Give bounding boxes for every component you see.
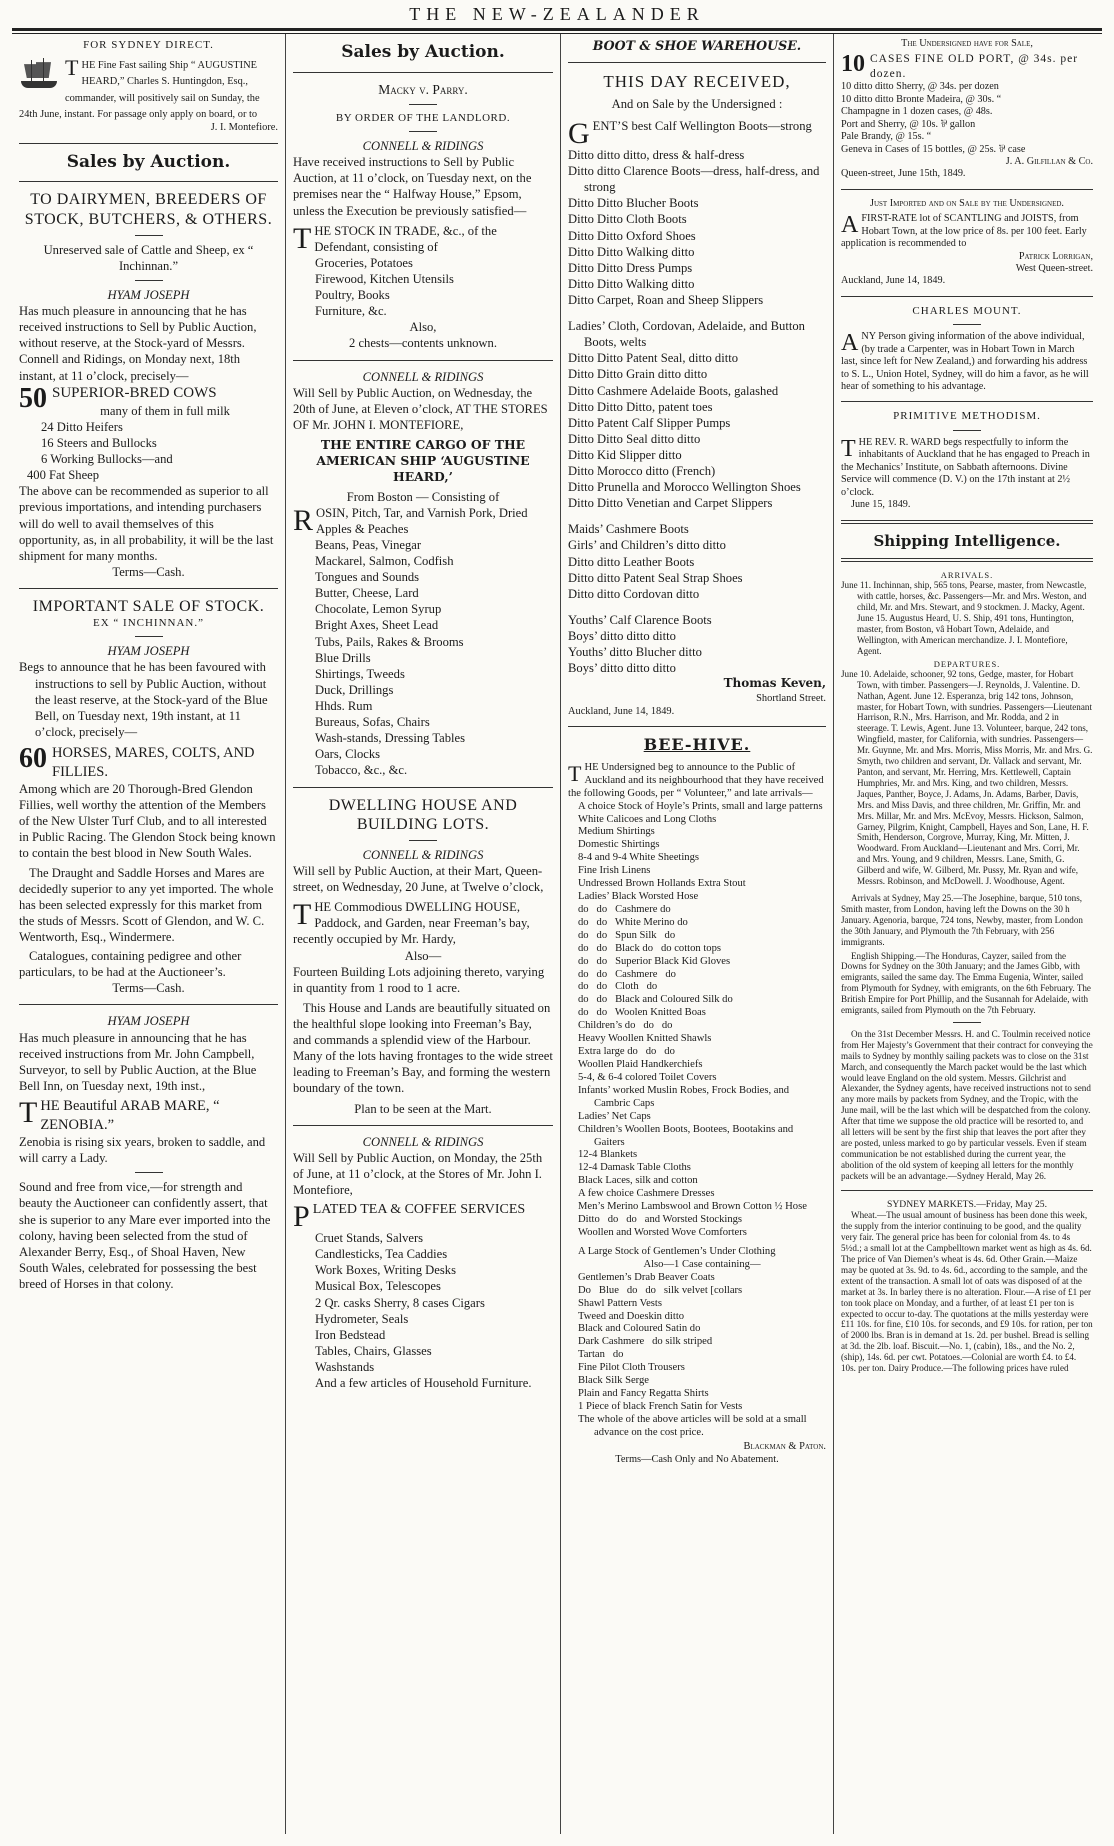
sales-by-auction-header: Sales by Auction. [341,42,505,62]
english-shipping: English Shipping.—The Honduras, Cayzer, sailed from the Downs for Sydney on the 30th January; and the James Gibb, with emigrants, sailed the same day. The Emma Eugenia, Winter, sailed from Plymouth for Sydney, with emigrants, on the 6th February. The British Empire for Port Phillip, and the Susannah for Adelaide, with emigrants, sailed from Plymouth on the 7th February. [841,950,1091,1016]
case-heading: Macky v. Parry. [378,81,468,97]
toulmin-notice: On the 31st December Messrs. H. and C. Toulmin received notice from Her Majesty’s Government that their contract for conveying the mails to Sydney by monthly sailing packets was to close on the 31st March, and consequently the March packet would be the last which would leave England on the old system. Messrs. Gilchrist and Alexander, the Sydney agents, have received instructions not to send any more mails by packets from Sydney, and the Tropic, with the June mail, will be the last which will be despatched from the colony. After that time we suppose the old practice will be resorted to, and all letters will be sent by the first ship that leaves the port after they are posted, unless marked to go by particular vessels. Even if steam communication be not established during the current year, the abolition of the old system of keeping all letters for the monthly packets will be an advantage.—Sydney Herald, May 26. [841,1028,1093,1181]
terms-cash: Terms—Cash. [112,981,185,996]
charles-mount-body: A NY Person giving information of the above individual, (by trade a Carpenter, was in Hobart Town in March last, since left for New Zealand,) and forwarding his address to S. L., Union Hotel, Sydney, will do him a favor, as he will hear of something to his advantage. [841,330,1089,393]
methodism-body: T HE REV. R. WARD begs respectfully to inform the inhabitants of Auckland that he has engaged to Preach in the Mechanics’ Institute, on Sabbath afternoons. Divine Service will commence (D. V.) on the 17th instant at 2½ o’clock. [841,435,1090,498]
mare-body-2: Zenobia is rising six years, broken to saddle, and will carry a Lady. [19,1135,266,1166]
auctioneer-name: HYAM JOSEPH [107,644,190,659]
dairymen-sub: Unreserved sale of Cattle and Sheep, ex “ Inchinnan.” [43,242,254,273]
cargo-body: Will Sell by Public Auction, on Wednesday, the 20th of June, at Eleven o’clock, AT THE STORES OF Mr. JOHN I. MONTEFIORE, [293,385,548,432]
bee-hive-items-2: A Large Stock of Gentlemen’s Under Clothing Also—1 Case containing— Gentlemen’s Drab Beaver Coats Do Blue do do silk velvet [collars Shawl Pattern Vests Tweed and Doeskin ditto Black and Coloured Satin do Dark Cashmere do silk striped Tartan do Fine Pilot Cloth Trousers Black Silk Serge Plain and Fancy Regatta Shirts 1 Piece of black French Satin for Vests The whole of the above articles will be sold at a small advance on the cost price. [578,1245,807,1438]
house-lot: T HE Commodious DWELLING HOUSE, Paddock, and Garden, near Freeman’s bay, recently occupied by Mr. Hardy, [293,898,530,947]
dairymen-closing: The above can be recommended as superior to all previous importations, and intending purchasers will do well to avail themselves of this opportunity, as, in all probability, it will be the last shipment for many months. [19,484,274,563]
sydney-notice [19,56,278,135]
case-sub: BY ORDER OF THE LANDLORD. [335,112,511,125]
wine-first: 10 CASES FINE OLD PORT, @ 34s. per dozen. [841,51,1079,80]
column-1 [12,34,286,1834]
bee-hive-items: A choice Stock of Hoyle’s Prints, small and large patterns White Calicoes and Long Cloths Medium Shirtings Domestic Shirtings 8-4 and 9-4 White Sheetings Fine Irish Linens Undressed Brown Hollands Extra Stout Ladies’ Black Worsted Hose do do Cashmere do do do White Merino do do do Spun Silk do do do Black do do cotton tops do do Superior Black Kid Gloves do do Cashmere do do do Cloth do do do Black and Coloured Silk do do do Woolen Knitted Boas Children’s do do do Heavy Woollen Knitted Shawls Extra large do do do Woollen Plaid Handkerchiefs 5-4, & 6-4 colored Toilet Covers Infants’ worked Muslin Robes, Frock Bodies, and Cambric Caps Ladies’ Net Caps Children’s Woollen Boots, Bootees, Bootakins and Gaiters 12-4 Blankets 12-4 Damask Table Cloths Black Laces, silk and cotton A few choice Cashmere Dresses Men’s Merino Lambswool and Brown Cotton ½ Hose Ditto do do and Worsted Stockings Woollen and Worsted Wove Comforters [578,800,823,1238]
arrivals-heading: ARRIVALS. [940,569,994,580]
auctioneer-name: HYAM JOSEPH [107,1014,190,1029]
cows-line: 50 SUPERIOR-BRED COWS many of them in full milk [19,382,230,418]
masthead-rule [12,28,1102,31]
sydney-arrivals: Arrivals at Sydney, May 25.—The Josephine, barque, 510 tons, Smith master, from London, having left the Downs on the 30 h January. Agenoria, barque, 724 tons, Newby, master, from London the 30th January, and Plymouth the 7th February, with 256 immigrants. [841,892,1083,947]
scantling-date: Auckland, June 14, 1849. [841,275,946,287]
firm-name: CONNELL & RIDINGS [362,369,484,384]
column-4 [834,34,1100,1834]
scantling-heading: Just Imported and on Sale by the Undersigned. [870,197,1064,209]
wine-date: Queen-street, June 15th, 1849. [841,168,966,180]
gents-items: Ditto ditto ditto, dress & half-dress Ditto ditto Clarence Boots—dress, half-dress, and strong Ditto Ditto Blucher Boots Ditto Ditto Cloth Boots Ditto Ditto Oxford Shoes Ditto Ditto Walking ditto Ditto Ditto Dress Pumps Ditto Ditto Walking ditto Ditto Carpet, Roan and Sheep Slippers [568,147,820,307]
arrivals-text: June 11. Inchinnan, ship, 565 tons, Pearse, master, from Newcastle, with cattle, horses, &c. Passengers—Mr. and Mrs. Weston, and child, Mr. and Mrs. Stewart, and 9 stockmen. J. Macky, Agent. June 15. Augustus Heard, U. S. Ship, 491 tons, Huntington, master, from Boston, vâ Hobart Town, Adelaide, and Wellington, with American merchandize. J. I. Montefiore, Agent. [841,580,1087,656]
bee-hive-heading: BEE-HIVE. [643,735,751,755]
received-heading: THIS DAY RECEIVED, [603,72,791,92]
ladies-items: Ladies’ Cloth, Cordovan, Adelaide, and Button Boots, welts Ditto Ditto Patent Seal, ditto ditto Ditto Ditto Grain ditto ditto Ditto Cashmere Adelaide Boots, galashed Ditto Ditto Ditto, patent toes Ditto Patent Calf Slipper Pumps Ditto Ditto Seal ditto ditto Ditto Kid Slipper ditto Ditto Morocco ditto (French) Ditto Prunella and Morocco Wellington Shoes Ditto Ditto Venetian and Carpet Slippers [568,319,805,511]
plated-body: Will Sell by Public Auction, on Monday, the 25th of June, at 11 o’clock, at the Stores of Mr. John I. Montefiore, [293,1150,543,1197]
wine-signature: J. A. Gilfillan & Co. [1005,155,1093,167]
house-desc: This House and Lands are beautifully situated on the healthful slope looking into Freeman’s Bay, and commands a splendid view of the Harbour. Many of the lots having frontages to the wide street leading to Freeman’s Bay, and forming the western boundary of the town. [293,1000,553,1096]
plated-items: Cruet Stands, Salvers Candlesticks, Tea Caddies Work Boxes, Writing Desks Musical Box, Telescopes 2 Qr. casks Sherry, 8 cases Cigars Hydrometer, Seals Iron Bedstead Tables, Chairs, Glasses Washstands And a few articles of Household Furniture. [315,1231,532,1391]
mare-body-3: Sound and free from vice,—for strength and beauty the Auctioneer can confidently assert, that she is superior to any Mare ever imported into the colony, having been selected from the stud of Alexander Berry, Esq., of Shoal Haven, New South Wales, celebrated for possessing the best breed of Horses in that colony. [19,1180,271,1291]
bee-hive-intro: T HE Undersigned beg to announce to the Public of Auckland and its neighbourhood that they have received the following Goods, per “ Volunteer,” and late arrivals— [568,760,824,799]
divider [19,181,278,182]
mare-body: Has much pleasure in announcing that he has received instructions from Mr. John Campbell, Surveyor, to sell by Public Auction, at the Blue Bell Inn, on Tuesday next, 19th inst., [19,1030,257,1093]
firm-name: CONNELL & RIDINGS [362,139,484,154]
house-plan: Plan to be seen at the Mart. [354,1101,492,1116]
sydney-markets-heading: SYDNEY MARKETS.—Friday, May 25. [887,1198,1047,1210]
trade-items: Groceries, Potatoes Firewood, Kitchen Utensils Poultry, Books Furniture, &c. [315,255,454,319]
boot-date: Auckland, June 14, 1849. [568,706,675,718]
case-body: Have received instructions to Sell by Public Auction, at 11 o’clock, on Tuesday next, on the premises near the “ Halfway House,” Epsom, unless the Execution be previously satisfied— [293,155,532,218]
departures-heading: DEPARTURES. [933,658,1001,669]
important-sale-sub: EX “ INCHINNAN.” [92,617,204,630]
firm-name: CONNELL & RIDINGS [362,1134,484,1149]
sydney-signature: J. I. Montefiore. [210,122,278,134]
boot-shoe-header: BOOT & SHOE WAREHOUSE. [592,38,802,53]
terms-cash: Terms—Cash. [112,564,185,579]
bee-hive-terms: Terms—Cash Only and No Abatement. [615,1454,779,1466]
horses-line: 60 HORSES, MARES, COLTS, AND FILLIES. [19,742,255,780]
maids-items: Maids’ Cashmere Boots Girls’ and Children’s ditto ditto Ditto ditto Leather Boots Ditto ditto Patent Seal Strap Shoes Ditto ditto Cordovan ditto [568,522,743,601]
important-sale-body: Begs to announce that he has been favoured with instructions to sell by Public Auction, without the least reserve, at the Stock-yard of the Blue Bell, on Tuesday next, 19th instant, at 11 o’clock, precisely— [19,660,268,739]
departures-text: June 10. Adelaide, schooner, 92 tons, Gedge, master, for Hobart Town, with timber. Passengers—J. Reynolds, J. Valentine. D. Nathan, Agent. June 12. Esperanza, brig 142 tons, Johnson, master, for Hobart Town, with sundries. Passengers—Lieutenant Harrison, R.N., Mrs. Harrison, and Mr. Rodda, and 2 in steerage. T. Lewis, Agent. June 13. Volunteer, barque, 242 tons, Wingfield, master, for California, with sundries. Passengers—Mr. Guynne, Mr. and Mrs. Morris, Miss Morris, Mr. and Mrs. G. Smyth, two children and servant, Dr. Vallack and servant, Mr. Panton, and servant, Mr. Herring, Mrs. Kettlewell, Captain Humphries, Mr. and Mrs. King, and two children, Messrs. Jaques, Panther, Boyce, J. Adams, Jn. Adams, Barber, Davis, Mrs. and Miss Davis, and three children, Mr. Griffin, Mr. and Mrs. Millar, Mr. and Mrs. McEvoy, Messrs. Hickson, Salmon, Garney, Pilgrim, Knight, Campbell, Hayes and Son, Lane, H. F. Smith, Henderson, Corgrove, Murray, King, Mr. Mitten, J. Woodward. From Auckland—Lieutenant and Mrs. Corri, Mr. and Mrs. Young, and 9 children, Messrs. Lane, Smith, G. Gilberd and wife, W. Gilberd, Mr. Pussy, Mr. Ryan and wife, Messrs. Robinson, and McDowell. J. Woodhouse, Agent. [841,668,1093,887]
cargo-items: Beans, Peas, Vinegar Mackarel, Salmon, Codfish Tongues and Sounds Butter, Cheese, Lard Chocolate, Lemon Syrup Bright Axes, Sheet Lead Tubs, Pails, Rakes & Brooms Blue Drills Shirtings, Tweeds Duck, Drillings Hhds. Rum Bureaus, Sofas, Chairs Wash-stands, Dressing Tables Oars, Clocks Tobacco, &c., &c. [315,537,466,778]
youths-items: Youths’ Calf Clarence Boots Boys’ ditto ditto ditto Youths’ ditto Blucher ditto Boys’ ditto ditto ditto [568,612,712,676]
mare-heading: T HE Beautiful ARAB MARE, “ ZENOBIA.” [19,1096,220,1133]
methodism-heading: PRIMITIVE METHODISM. [893,410,1041,423]
dairymen-heading: TO DAIRYMEN, BREEDERS OF STOCK, BUTCHERS, & OTHERS. [24,191,273,228]
column-3 [561,34,834,1834]
dropcap-t: T [65,55,79,81]
scantling-body: A FIRST-RATE lot of SCANTLING and JOISTS, from Hobart Town, at the low price of 8s. per 100 feet. Early application is recommended to [841,212,1087,250]
important-sale-heading: IMPORTANT SALE OF STOCK. [32,598,265,616]
firm-name: CONNELL & RIDINGS [362,847,484,862]
methodism-date: June 15, 1849. [851,499,911,511]
shipping-intelligence-header: Shipping Intelligence. [873,531,1061,550]
auctioneer-name: HYAM JOSEPH [107,287,190,302]
wine-heading: The Undersigned have for Sale, [901,38,1033,49]
column-2: Sales by Auction. Macky v. Parry. BY ORDER OF THE LANDLORD. CONNELL & RIDINGS Have received instructions to Sell by Public Auction, at 11 o’clock, on Tuesday next, on the premises near the “ Halfway House,” Epsom, unless the Execution be previously satisfied— T HE STOCK IN TRADE, &c., of the Defendant, consisting of Groceries, Potatoes Firewood, Kitchen Utensils Poultry, Books Furniture, &c. Also, 2 chests—contents unknown. CONNELL & RIDINGS Will Sell by Public Auction, on Wednesday, the 20th of June, at Eleven o’clock, AT THE STORES OF Mr. JOHN I. MONTEFIORE, THE ENTIRE CARGO OF THE AMERICAN SHIP ‘AUGUSTINE HEARD,’ From Boston — Consisting of R OSIN, Pitch, Tar, and Varnish Pork, Dried Apples & Peaches Beans, Peas, Vinegar Mackarel, Salmon, Codfish Tongues and Sounds Butter, Cheese, Lard Chocolate, Lemon Syrup Bright Axes, Sheet Lead Tubs, Pails, Rakes & Brooms Blue Drills Shirtings, Tweeds Duck, Drillings Hhds. Rum Bureaus, Sofas, Chairs Wash-stands, Dressing Tables Oars, Clocks Tobacco, &c., &c. DWELLING HOUSE AND BUILDING LOTS. CONNELL & RIDINGS Will sell by Public Auction, at their Mart, Queen-street, on Wednesday, 20 June, at Twelve o’clock, T HE Commodious DWELLING HOUSE, Paddock, and Garden, near Freeman’s bay, recently occupied by Mr. Hardy, Also— Fourteen Building Lots adjoining thereto, varying in quantity from 1 rood to 1 acre. This House and Lands are beautifully situated on the healthful slope looking into Freeman’s Bay, and commands a splendid view of the Harbour. Many of the lots having frontages to the wide street leading to Freeman’s Bay, and forming the western boundary of the town. Plan to be seen at the Mart. CONNELL & RIDINGS Will Sell by Public Auction, on Monday, the 25th of June, at 11 o’clock, at the Stores of Mr. John I. Montefiore, P LATED TEA & COFFEE SERVICES Cruet Stands, Salvers Candlesticks, Tea Caddies Work Boxes, Writing Desks Musical Box, Telescopes 2 Qr. casks Sherry, 8 cases Cigars Hydrometer, Seals Iron Bedstead Tables, Chairs, Glasses Washstands And a few articles of Household Furniture. [286,34,561,1834]
horses-body-1: Among which are 20 Thorough-Bred Glendon Fillies, well worthy the attention of the Members of the New Ulster Turf Club, and to all interested in Public Racing. The Glendon Stock being known to contain the best blood in New South Wales. [19,782,276,861]
house-lots: Fourteen Building Lots adjoining thereto, varying in quantity from 1 rood to 1 acre. [293,964,545,995]
seller-address: Shortland Street. [756,692,826,704]
wine-items: 10 ditto ditto Sherry, @ 34s. per dozen 10 ditto ditto Bronte Madeira, @ 30s. “ Champagne in 1 dozen cases, @ 48s. Port and Sherry, @ 10s. ⅌ gallon Pale Brandy, @ 15s. “ Geneva in Cases of 15 bottles, @ 25s. ⅌ case [841,81,1026,155]
stock-list: 24 Ditto Heifers 16 Steers and Bullocks 6 Working Bullocks—and 400 Fat Sheep [27,419,173,483]
bee-hive-signature: Blackman & Paton. [743,1440,826,1452]
masthead: THE NEW-ZEALANDER [409,4,705,24]
ship-icon [19,58,59,90]
divider [19,143,278,144]
cargo-heading: THE ENTIRE CARGO OF THE AMERICAN SHIP ‘AUGUSTINE HEARD,’ [316,436,530,484]
gents-first: G ENT’S best Calf Wellington Boots—strong [568,116,812,150]
sydney-head: FOR SYDNEY DIRECT. [83,39,214,51]
horses-body-2: The Draught and Saddle Horses and Mares are decidedly superior to any yet imported. The whole has been selected expressly for this market from the studs of Messrs. Scott of Glendon, and W. C. Wentworth, Esq., Windermere. [19,865,274,945]
on-sale-line: And on Sale by the Undersigned : [611,96,783,111]
horses-body-3: Catalogues, containing pedigree and other particulars, to be had at the Auctioneer’s. [19,949,242,980]
sydney-body: HE Fine Fast sailing Ship “ AUGUSTINE HEARD,” Charles S. Huntingdon, Esq., commander, will positively sail on Sunday, the 24th June, instant. For passage only apply on board, or to [19,60,260,121]
dairymen-body: Has much pleasure in announcing that he has received instructions to Sell by Public Auction, without reserve, at the Stock-yard of Messrs. Connell and Ridings, on Monday next, 18th instant, at 11 o’clock, precisely— [19,304,257,383]
scantling-address: West Queen-street. [1015,263,1093,274]
cargo-from: From Boston — Consisting of [346,489,500,504]
scantling-signature: Patrick Lorrigan, [1018,250,1093,262]
trade-heading: T HE STOCK IN TRADE, &c., of the Defendant, consisting of [293,221,497,255]
seller-name: Thomas Keven, [723,676,826,691]
plated-heading: P LATED TEA & COFFEE SERVICES [293,1200,526,1234]
house-heading: DWELLING HOUSE AND BUILDING LOTS. [328,796,518,833]
charles-mount-heading: CHARLES MOUNT. [912,304,1022,317]
house-body: Will sell by Public Auction, at their Mart, Queen-street, on Wednesday, 20 June, at Twelve o’clock, [293,864,544,895]
columns [12,34,1102,1834]
sydney-markets-text: Wheat.—The usual amount of business has been done this week, the supply from the interior continuing to be good, and the quality very fair. The general price has been for colonial from 4s. to 4s 5½d.; a small lot at the Campbelltown market went as high as 4s. 6d. The price of Van Diemen’s wheat is 4s. 6d. Other Grain.—Maize may be quoted at 3s. 9d. to 4s. 6d., according to the sample, and the extent of the transaction. A small lot of oats was disposed of at the market at 3s. In barley there is no alteration. Flour.—A rise of £1 per ton took place on Monday, and a further, of at least £1 per ton is expected to occur to-day. The quotations at the mills yesterday were £11 10s. for fine, £10 10s. for seconds, and £9 10s. for ration, per ton of 2000 lbs. Bran is in demand at 1s. 2d. per bushel. Bread is selling at 3d. the 2lb. loaf. Biscuit.—No. 1, (cabin), 18s., and the No. 2, (ship), 14s. 6d. per cwt. Potatoes.—Colonial are worth £4. to £4. 10s. per ton. Dairy Produce.—The following prices have ruled [841,1210,1093,1374]
cargo-first: R OSIN, Pitch, Tar, and Varnish Pork, Dried Apples & Peaches [293,503,528,537]
sales-by-auction-header: Sales by Auction. [66,151,231,172]
